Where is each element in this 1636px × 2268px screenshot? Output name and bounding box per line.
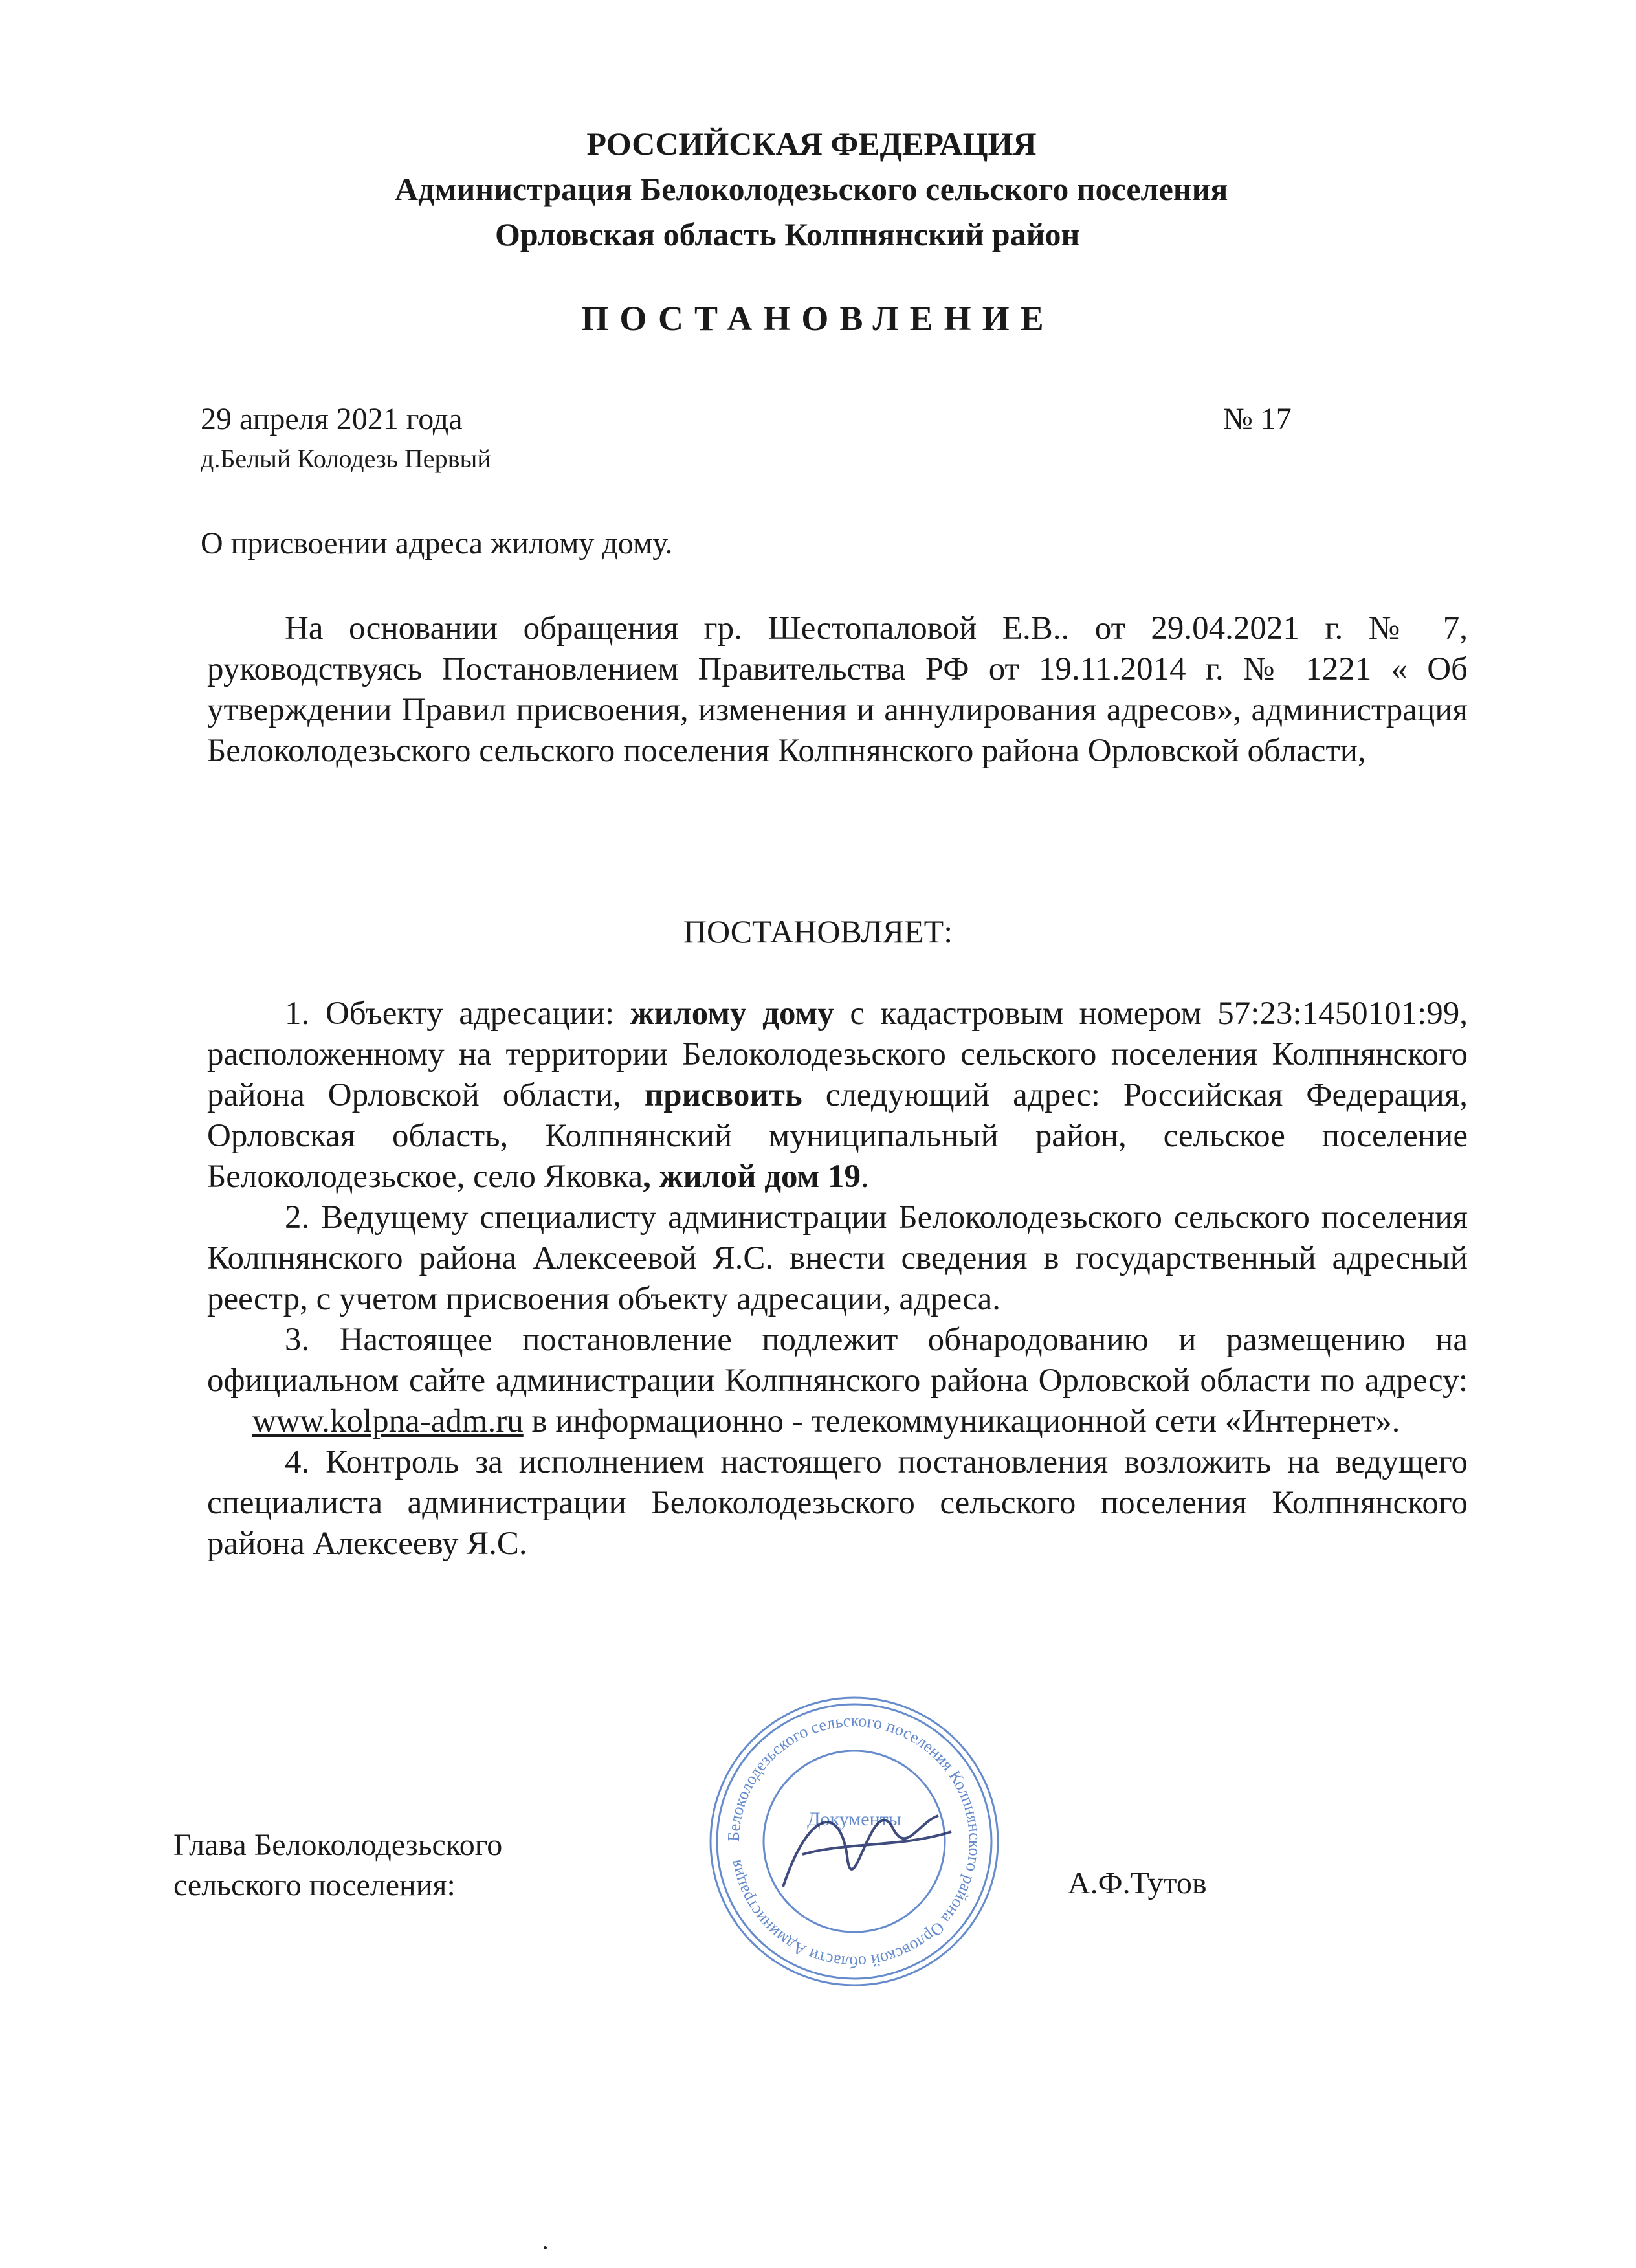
item-1-end: . [861,1159,869,1195]
country-heading: РОССИЙСКАЯ ФЕДЕРАЦИЯ [586,126,1037,162]
item-1-text-2: с кадастровым номером 57:23:1450101:99, расположенному на территории Белоколодезьского сельского поселения Колпнянского района Орловской области, [207,995,1468,1113]
item-1-address: следующий адрес: Российская Федерация, Орловская область, Колпнянский муниципальный район, сельское поселение Белоколодезьское, село Яковка [207,1077,1468,1195]
signatory-role [173,1825,691,1906]
seal-center-text: Документы [807,1808,901,1830]
official-seal [705,1693,1003,1990]
item-1-assign: присвоить [644,1077,802,1113]
administration-heading: Администрация Белоколодезьского сельского поселения [395,171,1228,207]
basis-paragraph: На основании обращения гр. Шестопаловой Е.В.. от 29.04.2021 г. № 7, руководствуясь Постановлением Правительства РФ от 19.11.2014 г. № 1221 « Об утверждении Правил присвоения, изменения и аннулирования адресов», администрация Белоколодезьского сельского поселения Колпнянского района Орловской области, [207,610,1468,769]
item-1-house: , жилой дом 19 [643,1159,861,1195]
item-3 [207,1320,1468,1442]
item-3-text-2: в информационно - телекоммуникационной сети «Интернет». [523,1403,1400,1440]
item-2: 2. Ведущему специалисту администрации Белоколодезьского сельского поселения Колпнянского района Алексеевой Я.С. внести сведения в государственный адресный реестр, с учетом присвоения объекту адресации, адреса. [207,1199,1468,1317]
document-number: № 17 [1223,402,1292,436]
seal-ring-text: Белоколодезьского сельского поселения Колпнянского района Орловской области Администрация [724,1711,985,1972]
document-place: д.Белый Колодезь Первый [201,444,491,473]
document-subject: О присвоении адреса жилому дому. [201,526,673,561]
signatory-name: А.Ф.Тутов [1068,1866,1207,1900]
decree-heading: ПОСТАНОВЛЯЕТ: [683,913,953,950]
item-4: 4. Контроль за исполнением настоящего постановления возложить на ведущего специалиста администрации Белоколодезьского сельского поселения Колпнянского района Алексееву Я.С. [207,1444,1468,1562]
signatory-role-line-1: Глава Белоколодезьского [173,1828,503,1862]
item-1-text: 1. Объекту адресации: [285,995,630,1032]
document-date: 29 апреля 2021 года [201,402,463,436]
item-3-text: 3. Настоящее постановление подлежит обнародованию и размещению на официальном сайте администрации Колпнянского района Орловской области по адресу: [207,1322,1468,1399]
signatory-role-line-2: сельского поселения: [173,1868,456,1902]
decree-items [207,994,1468,1564]
scan-mark [544,2246,547,2249]
item-1-object: жилому дому [630,995,834,1032]
website-link[interactable]: www.kolpna-adm.ru [252,1403,524,1440]
region-heading: Орловская область Колпнянский район [495,216,1080,252]
document-title: ПОСТАНОВЛЕНИЕ [581,299,1055,338]
item-1 [207,994,1468,1197]
